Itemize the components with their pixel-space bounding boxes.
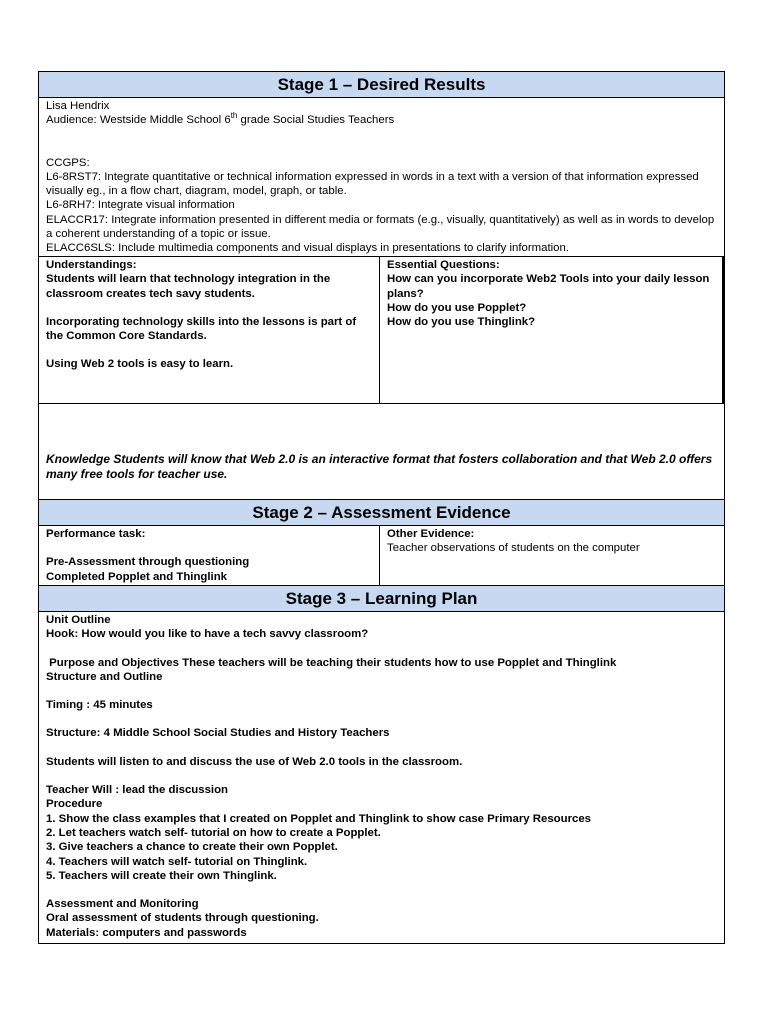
ccgps-label: CCGPS: (46, 156, 90, 169)
essential-label: Essential Questions: (387, 259, 500, 271)
procedure-step: 4. Teachers will watch self- tutorial on Thinglink. (46, 855, 308, 868)
standard-item: ELACCR17: Integrate information presented in different media or formats (e.g., visually, quantitatively) as well as in words to develop a coherent understanding of a topic or issue. (46, 213, 715, 241)
oral-assessment: Oral assessment of students through questioning. (46, 912, 319, 925)
performance-item: Completed Popplet and Thinglink (46, 570, 227, 583)
audience-suffix: grade Social Studies Teachers (237, 114, 395, 127)
materials-text: Materials: computers and passwords (46, 926, 247, 939)
teacher-will-text: Teacher Will : lead the discussion (46, 784, 228, 797)
stage1-heading: Stage 1 – Desired Results (39, 72, 724, 98)
essential-question: How can you incorporate Web2 Tools into your daily lesson plans? (387, 273, 710, 300)
procedure-step: 3. Give teachers a chance to create their own Popplet. (46, 841, 338, 854)
other-evidence-text: Teacher observations of students on the computer (387, 542, 640, 555)
other-evidence-cell (380, 526, 724, 585)
essential-questions-cell (380, 257, 724, 403)
understanding-item: Using Web 2 tools is easy to learn. (46, 358, 234, 371)
procedure-step: 2. Let teachers watch self- tutorial on how to create a Popplet. (46, 826, 381, 839)
understandings-label: Understandings: (46, 259, 137, 271)
procedure-label: Procedure (46, 798, 103, 811)
standard-item: L6-8RH7: Integrate visual information (46, 199, 235, 212)
audience-prefix: Audience: Westside Middle School 6 (46, 114, 231, 127)
knowledge-text: Knowledge Students will know that Web 2.0 is an interactive format that fosters collaboration and that Web 2.0 offers many free tools for teacher use. (46, 452, 713, 481)
performance-task-cell (39, 526, 380, 585)
audience-sup: th (230, 111, 238, 121)
essential-question: How do you use Thinglink? (387, 316, 536, 329)
timing-text: Timing : 45 minutes (46, 699, 153, 712)
assessment-row (39, 526, 724, 586)
structure-text: Structure: 4 Middle School Social Studies and History Teachers (46, 727, 390, 740)
procedure-step: 1. Show the class examples that I created on Popplet and Thinglink to show case Primary Resources (46, 812, 592, 825)
lesson-plan-document (38, 71, 725, 944)
author-name: Lisa Hendrix (46, 100, 110, 112)
unit-outline: Unit Outline (46, 614, 111, 626)
performance-item: Pre-Assessment through questioning (46, 556, 250, 569)
understandings-cell (39, 257, 380, 403)
understandings-row (39, 257, 724, 404)
stage3-heading: Stage 3 – Learning Plan (39, 586, 724, 612)
hook-text: Hook: How would you like to have a tech savvy classroom? (46, 628, 369, 641)
students-text: Students will listen to and discuss the use of Web 2.0 tools in the classroom. (46, 755, 463, 768)
structure-outline: Structure and Outline (46, 670, 163, 683)
knowledge-block (39, 404, 724, 500)
standard-item: L6-8RST7: Integrate quantitative or technical information expressed in words in a text with a version of that information expressed visually eg., in a flow chart, diagram, model, graph, or table. (46, 170, 699, 198)
stage2-heading: Stage 2 – Assessment Evidence (39, 500, 724, 526)
learning-plan-block (39, 612, 724, 943)
standard-item: ELACC6SLS: Include multimedia components and visual displays in presentations to clarify information. (46, 242, 569, 255)
purpose-text: Purpose and Objectives These teachers will be teaching their students how to use Popplet and Thinglink (46, 656, 617, 669)
procedure-step: 5. Teachers will create their own Thinglink. (46, 869, 277, 882)
assessment-label: Assessment and Monitoring (46, 898, 199, 911)
other-evidence-label: Other Evidence: (387, 528, 475, 540)
audience-line (46, 113, 717, 127)
essential-question: How do you use Popplet? (387, 301, 527, 314)
performance-label: Performance task: (46, 528, 146, 540)
stage1-info-block (39, 98, 724, 257)
understanding-item: Incorporating technology skills into the lessons is part of the Common Core Standards. (46, 315, 357, 343)
understanding-item: Students will learn that technology integration in the classroom creates tech savy students. (46, 273, 331, 300)
